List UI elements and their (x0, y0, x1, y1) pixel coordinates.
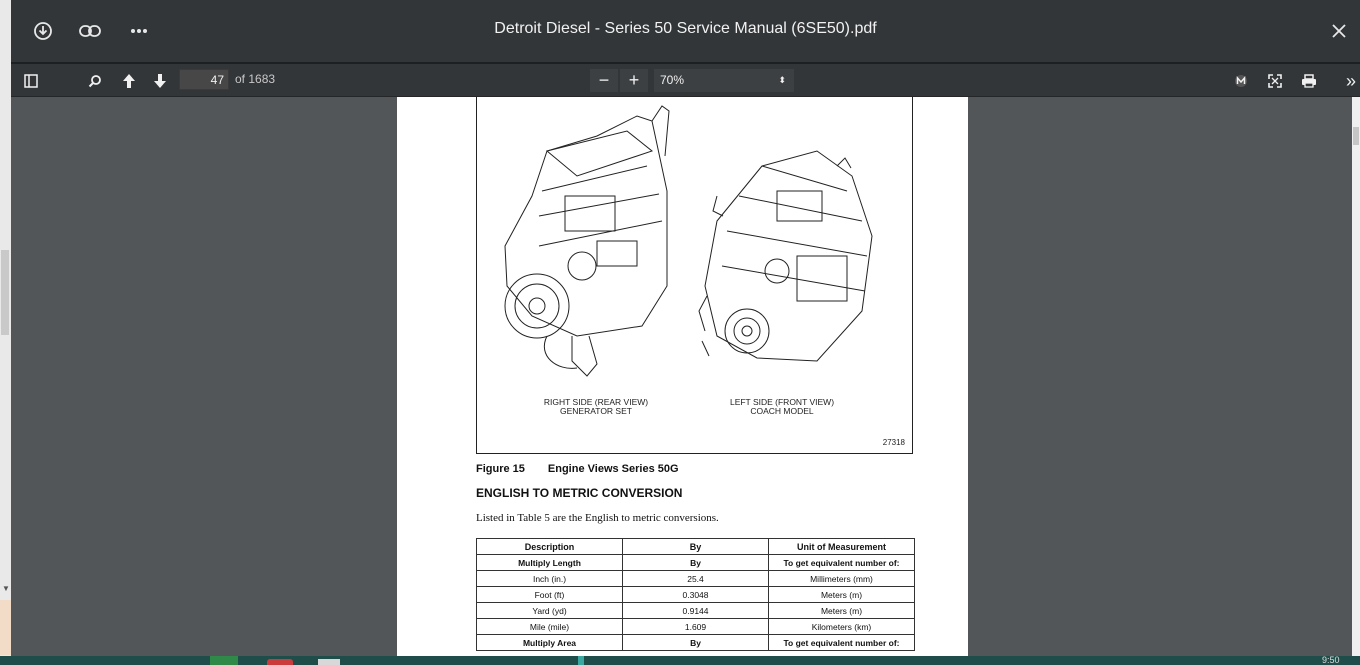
section-heading: ENGLISH TO METRIC CONVERSION (476, 486, 683, 500)
page-number-input[interactable]: 47 (179, 69, 229, 90)
engine-views-illustration (477, 97, 912, 396)
document-viewer[interactable] (11, 97, 1352, 656)
figure-box (476, 97, 913, 454)
table-row (477, 603, 915, 619)
pdf-toolbar (11, 64, 1360, 97)
table-cell: By (623, 635, 769, 651)
more-tools-icon[interactable]: » (1345, 70, 1356, 91)
search-icon[interactable] (81, 67, 109, 95)
table-cell: 25.4 (623, 571, 769, 587)
next-page-icon[interactable] (146, 67, 174, 95)
zoom-in-button[interactable]: + (620, 69, 648, 92)
figure-title (476, 463, 679, 475)
table-cell: Mile (mile) (477, 619, 623, 635)
table-cell: 0.3048 (623, 587, 769, 603)
table-header-cell: Unit of Measurement (769, 539, 915, 555)
left-scrollbar-thumb[interactable] (1, 250, 9, 335)
table-row (477, 571, 915, 587)
left-edge-window (0, 0, 11, 665)
zoom-value: 70% (660, 73, 685, 87)
table-cell: Millimeters (mm) (769, 571, 915, 587)
table-row (477, 619, 915, 635)
os-taskbar (0, 656, 1360, 665)
table-header-cell: Description (477, 539, 623, 555)
page-total-label: of 1683 (235, 72, 276, 86)
table-row (477, 555, 915, 571)
table-cell: Kilometers (km) (769, 619, 915, 635)
table-cell: By (623, 555, 769, 571)
taskbar-app-icon[interactable] (267, 659, 293, 665)
print-icon[interactable] (1295, 67, 1323, 95)
chevron-up-down-icon: ⬍ (778, 75, 786, 85)
table-cell: To get equivalent number of: (769, 635, 915, 651)
table-cell: Multiply Area (477, 635, 623, 651)
table-header-row (477, 539, 915, 555)
table-row (477, 587, 915, 603)
table-cell: Meters (m) (769, 587, 915, 603)
conversion-table (476, 538, 915, 651)
table-cell: Meters (m) (769, 603, 915, 619)
taskbar-clock: 9:50 (1322, 655, 1340, 665)
table-cell: 0.9144 (623, 603, 769, 619)
figure-code: 27318 (882, 438, 905, 447)
figure-caption-right (717, 398, 847, 416)
annotate-icon[interactable] (1227, 67, 1255, 95)
table-cell: To get equivalent number of: (769, 555, 915, 571)
window-title: Detroit Diesel - Series 50 Service Manual (6SE50).pdf (494, 20, 877, 37)
figure-title-text: Engine Views Series 50G (547, 463, 679, 475)
zoom-out-button[interactable]: − (590, 69, 618, 92)
table-cell: Yard (yd) (477, 603, 623, 619)
table-cell: Foot (ft) (477, 587, 623, 603)
previous-page-icon[interactable] (115, 67, 143, 95)
pdf-page (397, 97, 968, 656)
title-bar (11, 0, 1360, 62)
taskbar-app-icon[interactable] (578, 656, 584, 665)
scroll-down-arrow-icon[interactable]: ▼ (2, 584, 10, 593)
figure-caption-left (531, 398, 661, 416)
table-row (477, 635, 915, 651)
caption-right-line1: LEFT SIDE (FRONT VIEW) (729, 397, 835, 407)
caption-left-line1: RIGHT SIDE (REAR VIEW) (543, 397, 649, 407)
intro-paragraph: Listed in Table 5 are the English to metric conversions. (476, 512, 719, 524)
table-cell: Inch (in.) (477, 571, 623, 587)
scrollbar-thumb[interactable] (1353, 127, 1359, 145)
table-header-cell: By (623, 539, 769, 555)
sidebar-toggle-icon[interactable] (17, 67, 45, 95)
fit-page-icon[interactable] (1261, 67, 1289, 95)
caption-right-line2: COACH MODEL (750, 406, 814, 416)
caption-left-line2: GENERATOR SET (560, 406, 632, 416)
zoom-select[interactable] (654, 69, 794, 92)
vertical-scrollbar[interactable] (1352, 97, 1360, 656)
background-window-fragment (0, 600, 11, 655)
taskbar-app-icon[interactable] (210, 656, 238, 665)
table-cell: Multiply Length (477, 555, 623, 571)
table-cell: 1.609 (623, 619, 769, 635)
taskbar-app-icon[interactable] (318, 659, 340, 665)
close-icon[interactable] (1323, 15, 1355, 47)
figure-label: Figure 15 (476, 463, 525, 475)
